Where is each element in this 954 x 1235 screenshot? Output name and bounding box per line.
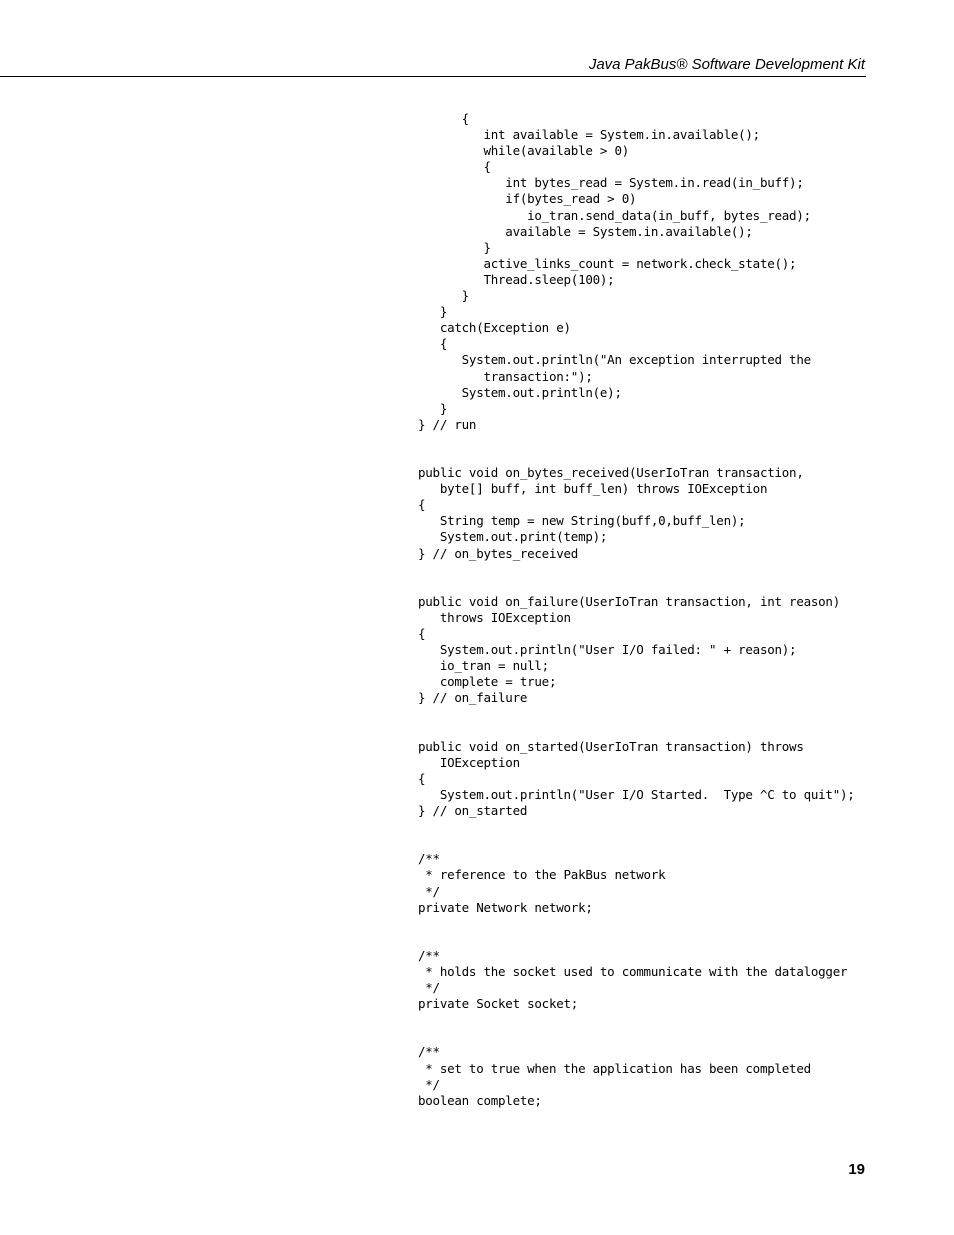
code-line: }: [418, 239, 491, 255]
code-line: private Socket socket;: [418, 996, 579, 1012]
running-header-title: Java PakBus® Software Development Kit: [588, 56, 865, 73]
code-line: /**: [418, 947, 440, 963]
code-line: {: [418, 497, 426, 513]
code-line: {: [418, 111, 469, 126]
code-line: }: [418, 288, 469, 304]
code-line: * set to true when the application has been completed: [418, 1060, 811, 1076]
code-line: Thread.sleep(100);: [418, 271, 615, 287]
code-listing: [418, 111, 855, 1109]
header-divider: [0, 76, 866, 77]
code-line: } // on_bytes_received: [418, 545, 579, 561]
code-line: } // run: [418, 416, 477, 432]
code-line: System.out.println("User I/O Started. Type ^C to quit");: [418, 786, 855, 802]
code-line: private Network network;: [418, 899, 593, 915]
code-line: System.out.println("User I/O failed: " + reason);: [418, 642, 797, 658]
code-line: boolean complete;: [418, 1092, 542, 1108]
code-line: String temp = new String(buff,0,buff_len);: [418, 513, 746, 529]
code-line: catch(Exception e): [418, 320, 571, 336]
code-line: active_links_count = network.check_state();: [418, 255, 797, 271]
code-line: if(bytes_read > 0): [418, 191, 637, 207]
code-line: io_tran = null;: [418, 658, 549, 674]
code-line: complete = true;: [418, 674, 557, 690]
code-line: while(available > 0): [418, 143, 629, 159]
code-line: * reference to the PakBus network: [418, 867, 666, 883]
code-line: } // on_failure: [418, 690, 528, 706]
code-line: IOException: [418, 754, 520, 770]
code-line: transaction:");: [418, 368, 593, 384]
code-line: * holds the socket used to communicate with the datalogger: [418, 963, 848, 979]
code-line: */: [418, 980, 440, 996]
code-line: public void on_failure(UserIoTran transaction, int reason): [418, 593, 840, 609]
code-line: }: [418, 304, 448, 320]
code-line: {: [418, 770, 426, 786]
code-line: }: [418, 400, 448, 416]
code-line: public void on_bytes_received(UserIoTran transaction,: [418, 465, 804, 481]
code-line: public void on_started(UserIoTran transaction) throws: [418, 738, 804, 754]
page-number: 19: [848, 1161, 865, 1178]
code-line: System.out.print(temp);: [418, 529, 608, 545]
code-line: System.out.println("An exception interrupted the: [418, 352, 811, 368]
code-line: available = System.in.available();: [418, 223, 753, 239]
code-line: System.out.println(e);: [418, 384, 622, 400]
code-line: */: [418, 1076, 440, 1092]
code-line: {: [418, 626, 426, 641]
code-line: } // on_started: [418, 803, 528, 819]
code-line: int bytes_read = System.in.read(in_buff);: [418, 175, 804, 191]
code-line: /**: [418, 851, 440, 867]
code-line: byte[] buff, int buff_len) throws IOException: [418, 481, 768, 497]
code-line: /**: [418, 1044, 440, 1060]
code-line: io_tran.send_data(in_buff, bytes_read);: [418, 207, 811, 223]
code-line: int available = System.in.available();: [418, 127, 760, 143]
code-line: {: [418, 159, 491, 175]
code-line: {: [418, 336, 448, 352]
code-line: throws IOException: [418, 609, 571, 625]
code-line: */: [418, 883, 440, 899]
